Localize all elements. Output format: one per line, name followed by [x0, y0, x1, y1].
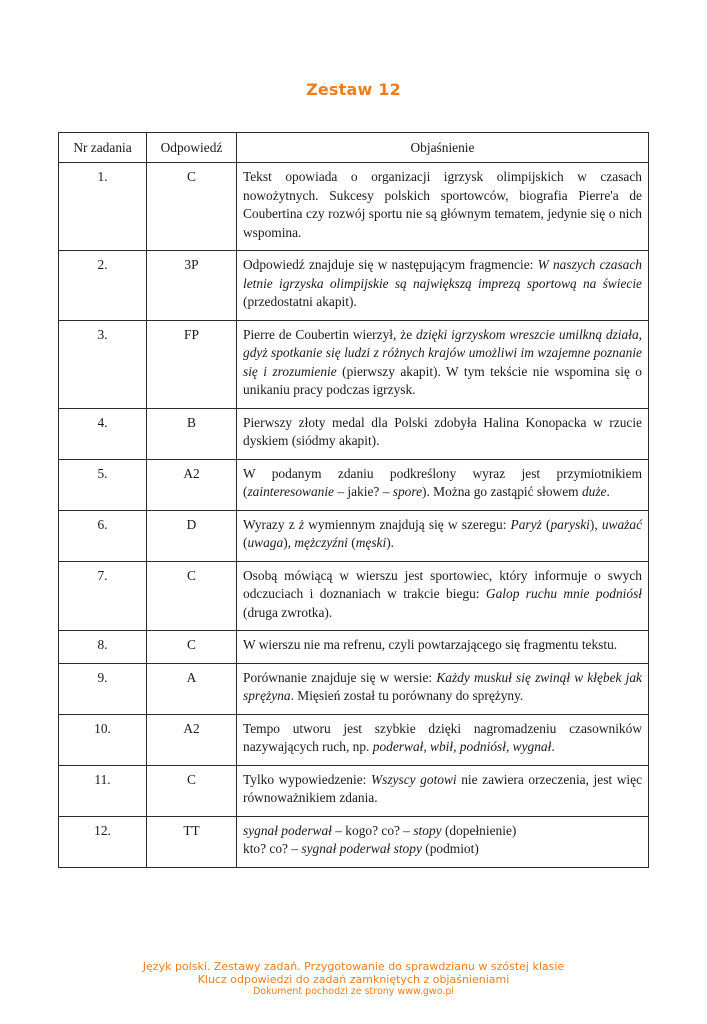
explanation-text: (przedostatni akapit).: [243, 294, 357, 309]
table-row: [59, 320, 649, 408]
footer-subtitle: Klucz odpowiedzi do zadań zamkniętych z objaśnieniami: [197, 972, 510, 986]
answer-cell: C: [147, 631, 237, 664]
explanation-text: – kogo? co? –: [331, 822, 414, 838]
explanation-cell: [237, 765, 649, 816]
table-body: [59, 163, 649, 868]
quoted-text: Paryż: [510, 516, 542, 532]
answer-cell: C: [147, 163, 237, 251]
task-number-cell: 12.: [59, 816, 147, 867]
explanation-text: (: [541, 516, 551, 532]
explanation-cell: [237, 459, 649, 510]
explanation-text: – jakie? –: [334, 484, 393, 499]
explanation-text: Osobą mówiącą w wierszu jest sportowiec, który informuje o swych odczuciach i doznaniach w trakcie biegu:: [243, 567, 642, 601]
explanation-cell: [237, 663, 649, 714]
explanation-text: . Mięsień został tu porównany do sprężyny.: [290, 688, 524, 703]
answer-cell: FP: [147, 320, 237, 408]
explanation-text: ).: [386, 535, 395, 550]
table-row: [59, 163, 649, 251]
task-number-cell: 4.: [59, 408, 147, 459]
explanation-text: .: [551, 739, 555, 754]
quoted-text: dzięki igrzyskom wreszcie umilkną działa, gdyż spotkanie się ludzi z różnych krajów umożliwi im wzajemne poznanie się i zrozumienie: [243, 326, 642, 379]
quoted-text: spore: [392, 484, 423, 499]
task-number-cell: 7.: [59, 561, 147, 631]
quoted-text: uważać: [601, 516, 643, 532]
footer: [0, 961, 707, 999]
explanation-text: Odpowiedź znajduje się w następującym fragmencie:: [243, 257, 538, 272]
explanation-text: wymiennym znajdują się w szeregu:: [304, 516, 511, 532]
answer-key-table: [58, 132, 649, 868]
explanation-text: ),: [283, 535, 295, 550]
explanation-text: ),: [589, 516, 602, 532]
task-number-cell: 9.: [59, 663, 147, 714]
table-row: [59, 714, 649, 765]
task-number-cell: 1.: [59, 163, 147, 251]
explanation-text: (: [347, 535, 356, 550]
explanation-cell: [237, 714, 649, 765]
page-title: Zestaw 12: [306, 80, 401, 99]
answer-cell: A: [147, 663, 237, 714]
explanation-cell: [237, 251, 649, 321]
answer-cell: A2: [147, 459, 237, 510]
table-row: [59, 510, 649, 561]
explanation-text: (druga zwrotka).: [243, 604, 333, 620]
explanation-text: W podanym zdaniu podkreślony wyraz jest przymiotnikiem (: [243, 465, 642, 499]
table-row: [59, 765, 649, 816]
task-number-cell: 3.: [59, 320, 147, 408]
quoted-text: sygnał poderwał: [243, 822, 332, 838]
quoted-text: poderwał, wbił, podniósł, wygnał: [372, 739, 552, 754]
explanation-text: Tempo utworu jest szybkie dzięki nagromadzeniu czasowników nazywających ruch, np.: [243, 720, 642, 754]
quoted-text: Każdy muskuł się zwinął w kłębek jak sprężyna: [243, 669, 643, 703]
quoted-text: zainteresowanie: [247, 484, 335, 499]
quoted-text: uwaga: [247, 535, 284, 550]
footer-book-title: Język polski. Zestawy zadań. Przygotowanie do sprawdzianu w szóstej klasie: [142, 960, 565, 973]
explanation-text: (dopełnienie): [441, 822, 517, 838]
answer-cell: TT: [147, 816, 237, 867]
task-number-cell: 10.: [59, 714, 147, 765]
table-row: [59, 459, 649, 510]
answer-cell: A2: [147, 714, 237, 765]
answer-cell: 3P: [147, 251, 237, 321]
column-header-answer: Odpowiedź: [147, 133, 237, 163]
answer-cell: D: [147, 510, 237, 561]
quoted-text: Wszyscy gotowi: [370, 771, 457, 787]
explanation-cell: [237, 631, 649, 664]
explanation-cell: [237, 163, 649, 251]
explanation-cell: [237, 510, 649, 561]
answer-cell: B: [147, 408, 237, 459]
quoted-text: Galop ruchu mnie podniósł: [485, 586, 642, 601]
explanation-text: Pierre de Coubertin wierzył, że: [243, 326, 417, 342]
explanation-text: kto? co? –: [243, 841, 302, 856]
explanation-text: (: [243, 535, 248, 550]
explanation-text: Tekst opowiada o organizacji igrzysk olimpijskich w czasach nowożytnych. Sukcesy polskich sportowców, biografia Pierre'a de Coubertina czy rozwój sportu nie są głównym tematem, jedynie się o nich wspomina.: [243, 169, 642, 240]
quoted-text: sygnał poderwał stopy: [301, 841, 422, 856]
table-row: [59, 663, 649, 714]
quoted-text: paryski: [550, 516, 590, 532]
column-header-task-number: Nr zadania: [59, 133, 147, 163]
table-row: [59, 251, 649, 321]
explanation-cell: [237, 408, 649, 459]
explanation-cell: [237, 561, 649, 631]
explanation-text: (podmiot): [421, 841, 479, 856]
quoted-text: ż: [298, 516, 305, 532]
table-header-row: [59, 133, 649, 163]
task-number-cell: 8.: [59, 631, 147, 664]
task-number-cell: 2.: [59, 251, 147, 321]
explanation-cell: [237, 320, 649, 408]
explanation-text: Pierwszy złoty medal dla Polski zdobyła Halina Konopacka w rzucie dyskiem (siódmy akapit).: [243, 414, 642, 448]
footer-source: Dokument pochodzi ze strony www.gwo.pl: [252, 986, 455, 997]
quoted-text: mężczyźni: [294, 535, 348, 550]
explanation-cell: [237, 816, 649, 867]
task-number-cell: 11.: [59, 765, 147, 816]
explanation-text: ). Można go zastąpić słowem: [422, 484, 582, 499]
answer-cell: C: [147, 765, 237, 816]
quoted-text: duże: [581, 484, 607, 499]
column-header-explanation: Objaśnienie: [237, 133, 649, 163]
explanation-text: nie zawiera orzeczenia, jest więc równoważnikiem zdania.: [243, 771, 643, 805]
task-number-cell: 5.: [59, 459, 147, 510]
explanation-text: Tylko wypowiedzenie:: [243, 771, 371, 787]
quoted-text: stopy: [413, 822, 442, 838]
explanation-text: Porównanie znajduje się w wersie:: [243, 669, 437, 685]
explanation-text: W wierszu nie ma refrenu, czyli powtarzającego się fragmentu tekstu.: [243, 637, 618, 652]
quoted-text: W naszych czasach letnie igrzyska olimpijskie są największą imprezą sportową na świecie: [243, 257, 643, 291]
answer-cell: C: [147, 561, 237, 631]
task-number-cell: 6.: [59, 510, 147, 561]
explanation-text: .: [606, 484, 610, 499]
table-row: [59, 561, 649, 631]
table-row: [59, 816, 649, 867]
quoted-text: męski: [355, 535, 387, 550]
table-row: [59, 408, 649, 459]
table-row: [59, 631, 649, 664]
explanation-text: Wyrazy z: [243, 516, 299, 532]
explanation-text: (pierwszy akapit). W tym tekście nie wspomina się o unikaniu pracy podczas igrzysk.: [243, 363, 643, 397]
